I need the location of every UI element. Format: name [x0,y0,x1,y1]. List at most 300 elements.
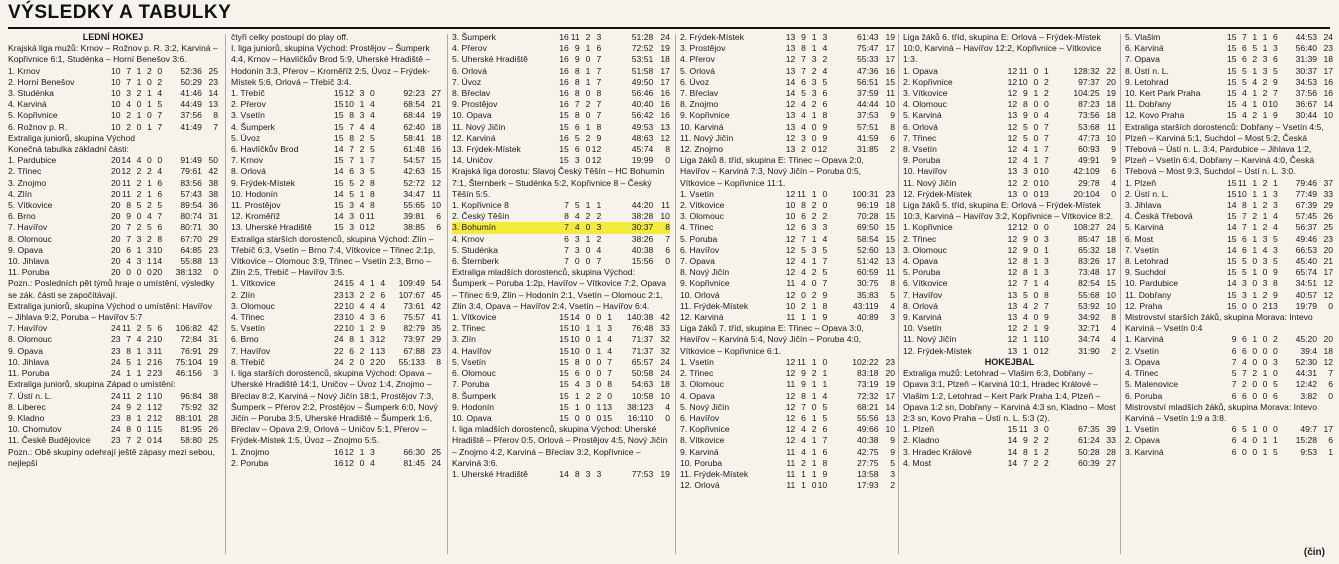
stat-cell: 9 [1272,76,1278,87]
standings-row [231,447,441,458]
score-cell: 66:53 [1295,244,1318,255]
stat-cell: 12 [152,401,163,412]
score-cell: 80:71 [180,222,202,233]
team-name: 8. Vítkovice [680,435,725,446]
stat-cell: 7 [1242,32,1247,42]
stat-cell: 5 [157,99,163,110]
standings-row [1125,211,1333,222]
points-cell: 0 [665,412,670,423]
standings-row [903,290,1116,301]
stat-cell: 14 [334,211,344,222]
score-cell: 31:39 [1295,54,1318,65]
stat-cell [1049,155,1060,166]
stat-cell: 0 [147,267,152,278]
stat-cell: 9 [1022,435,1028,446]
score-cell: 37:56 [1295,88,1318,99]
stat-cell: 9 [126,401,131,412]
stat-cell: 2 [359,132,365,143]
stat-cell: 0 [1033,233,1039,244]
team-name: 2. Zlín [231,289,255,300]
stat-cell [1049,458,1060,469]
stat-cell: 0 [1033,65,1039,76]
stat-cell: 0 [1262,356,1268,367]
score-cell: 55:33 [857,54,879,65]
stat-cell: 11 [796,188,806,199]
results-paragraph: Extraliga mladších dorostenců, skupina Východ: Šumperk – Poruba 1:2p, Havířov – Vítkovice 7:2, Opava – Třinec 6:9, Zlín – Hodonín 2:1, Vsetín – Olomouc 2:1, Zlín 3:4, Opava – Havířov 2:4, Vsetín – Havířov 6:4. [452,267,667,311]
stat-cell: 7 [596,54,602,65]
stat-cell: 6 [1272,32,1278,42]
standings-row [231,346,441,357]
stat-cell: 2 [585,132,591,143]
team-name: 10. Karviná [680,121,724,132]
points-cell: 14 [1323,99,1333,110]
stat-cell: 11 [122,188,131,199]
points-cell: 19 [660,468,670,479]
score-cell: 79:61 [180,166,202,177]
team-name: 1. Opava [903,65,938,76]
stat-cell: 6 [1231,446,1237,457]
stat-cell: 0 [1262,345,1268,356]
stat-cell: 15 [559,323,569,334]
stat-cell: 2 [157,76,163,87]
stat-cell: 9 [1044,323,1049,334]
score-cell: 39:81 [403,211,425,222]
stat-cell: 13 [785,32,796,42]
score-cell: 15:28 [1295,435,1318,446]
stat-cell [1049,435,1060,446]
stat-cell: 12 [1007,278,1018,289]
stat-cell: 5 [822,76,828,87]
team-name: 9. Letohrad [1125,76,1169,87]
standings-row [231,290,441,301]
stat-cell: 9 [1231,334,1237,345]
stat-cell: 7 [596,256,602,267]
points-cell: 33 [1323,188,1333,199]
stat-cell: 9 [574,54,580,65]
stat-cell: 0 [1033,244,1039,255]
team-name: 6. Karviná [1125,43,1164,54]
points-cell: 6 [436,211,441,222]
stat-cell: 12 [121,166,131,177]
stat-cell: 1 [147,177,152,188]
stat-cell [827,66,838,77]
score-cell: 65:74 [1295,267,1318,278]
stat-cell: 13 [1007,289,1018,300]
standings-row [1125,234,1333,245]
points-cell: 25 [208,65,218,76]
stat-cell [601,110,612,121]
standings-row [903,110,1116,121]
stat-cell: 7 [564,256,569,267]
stat-cell: 2 [359,177,365,188]
points-cell: 9 [890,435,895,446]
standings-row [8,122,218,133]
stat-cell: 22 [334,323,344,334]
standings-row [1125,267,1333,278]
points-cell: 17 [1323,267,1333,278]
points-cell: 5 [890,289,895,300]
standings-row [680,267,895,278]
stat-cell: 1 [811,110,817,121]
stat-cell: 12 [785,401,796,412]
score-cell: 91:49 [180,155,202,166]
stat-cell: 2 [1044,76,1049,87]
stat-cell: 4 [136,334,142,345]
stat-cell: 20 [111,166,121,177]
score-cell: 56:42 [631,110,654,121]
stat-cell: 15 [559,401,569,412]
stat-cell: 0 [585,401,591,412]
stat-cell: 7 [801,65,806,76]
team-name: 5. Nový Jičín [680,401,730,412]
standings-row [903,278,1116,289]
stat-cell: 12 [365,222,375,233]
stat-cell: 6 [596,43,602,54]
standings-row [231,110,441,121]
stat-cell: 4 [1022,300,1028,311]
standings-row [680,144,895,155]
standings-row [452,99,670,110]
points-cell: 12 [1323,278,1333,289]
stat-cell: 16 [559,65,569,76]
stat-cell: 20 [111,256,121,267]
stat-cell: 2 [1044,457,1049,468]
stat-cell: 2 [147,65,152,76]
stat-cell: 2 [1033,300,1039,311]
stat-cell [601,256,612,267]
score-cell: 88:101 [175,412,202,423]
stat-cell: 4 [574,222,580,233]
stat-cell: 3 [811,76,817,87]
stat-cell: 9 [1022,110,1028,121]
column-separator [225,34,226,554]
stat-cell: 13 [1039,188,1049,199]
standings-row [8,391,218,402]
score-cell: 45:20 [1295,334,1318,345]
standings-row [680,133,895,144]
stat-cell: 0 [811,401,817,412]
stat-cell: 3 [607,323,613,334]
team-name: 4. Olomouc [903,99,947,110]
points-cell: 12 [660,132,670,143]
team-name: 1. Plzeň [903,424,935,435]
standings-row [452,211,670,222]
stat-cell: 1 [1252,289,1258,300]
standings-row [680,301,895,312]
stat-cell: 14 [334,188,344,199]
stat-cell: 0 [1044,424,1049,435]
stat-cell: 12 [344,446,354,457]
score-cell: 38:85 [403,222,425,233]
stat-cell: 0 [1272,424,1278,435]
stat-cell: 4 [822,233,828,244]
stat-cell: 7 [126,334,131,345]
results-paragraph: Extraliga juniorů, skupina Východ o umístění: Havířov – Jihlava 9:2, Poruba – Havířov 5:7 [8,300,212,323]
stat-cell: 4 [801,278,806,289]
stat-cell: 0 [1033,177,1039,188]
stat-cell: 1 [574,390,580,401]
score-cell: 31:85 [857,144,879,155]
score-cell: 30:37 [631,222,654,233]
headline-rule [8,27,1330,29]
stat-cell: 2 [1262,177,1268,188]
score-cell: 58:80 [180,435,202,446]
standings-row [903,267,1116,278]
points-cell: 23 [885,356,895,367]
stat-cell: 3 [349,200,354,211]
stat-cell: 0 [359,457,365,468]
stat-cell: 14 [121,155,131,166]
standings-row [680,189,895,200]
standings-row [452,234,670,245]
stat-cell: 7 [349,155,354,166]
stat-cell: 9 [126,211,131,222]
team-name: 6. Poruba [1125,390,1163,401]
stat-cell: 3 [1262,65,1268,76]
stat-cell: 1 [1044,65,1049,76]
stat-cell: 4 [1022,144,1028,155]
stat-cell: 8 [1242,200,1247,211]
points-cell: 16 [431,144,441,155]
stat-cell: 1 [811,32,817,42]
stat-cell: 0 [136,424,142,435]
stat-cell: 2 [147,412,152,423]
stat-cell [375,189,385,200]
points-cell: 13 [885,244,895,255]
stat-cell: 1 [1033,155,1039,166]
column-4 [680,32,895,560]
stat-cell: 15 [559,368,569,379]
team-name: 11. Prostějov [231,200,281,211]
score-cell: 39:4 [1300,345,1318,356]
score-cell: 51:28 [631,32,654,42]
stat-cell: 15 [334,88,344,99]
stat-cell: 1 [147,188,152,199]
stat-cell: 3 [585,468,591,479]
stat-cell: 3 [1033,424,1039,435]
standings-row [452,133,670,144]
stat-cell: 2 [801,457,806,468]
points-cell: 42 [208,166,218,177]
stat-cell: 16 [559,54,569,65]
team-name: 13. Frýdek-Místek [452,144,521,155]
stat-cell: 0 [1242,446,1247,457]
stat-cell: 15 [1226,99,1237,110]
standings-row [8,66,218,77]
standings-row [1125,290,1333,301]
stat-cell: 12 [1007,334,1018,345]
stat-cell [1049,278,1060,289]
standings-row [8,413,218,424]
stat-cell: 1 [1252,233,1258,244]
score-cell: 50:58 [631,368,654,379]
stat-cell: 1 [1252,200,1258,211]
score-cell: 83:56 [180,177,202,188]
standings-row [680,357,895,368]
stat-cell: 3 [1044,256,1049,267]
score-cell: 41:46 [180,88,202,99]
stat-cell: 1 [801,480,806,491]
stat-cell [601,77,612,88]
stat-cell [601,234,612,245]
stat-cell: 7 [1044,121,1049,132]
score-cell: 51:58 [631,65,654,76]
stat-cell: 0 [1252,356,1258,367]
standings-row [8,166,218,177]
stat-cell: 1 [811,43,817,54]
team-name: 3. Olomouc [231,300,275,311]
stat-cell: 5 [574,200,580,211]
stat-cell: 12 [344,457,354,468]
points-cell: 11 [432,188,441,199]
stat-cell [1049,88,1060,99]
score-cell: 72:32 [857,390,879,401]
stat-cell: 1 [585,76,591,87]
team-name: 12. Orlová [680,480,720,491]
stat-cell: 14 [334,166,344,177]
points-cell: 21 [1323,256,1333,267]
standings-row [680,66,895,77]
stat-cell: 7 [1272,88,1278,99]
stat-cell: 8 [349,110,354,121]
stat-cell: 0 [1252,390,1258,401]
standings-row [1125,77,1333,88]
stat-cell: 1 [585,65,591,76]
team-name: 7. Opava [680,256,715,267]
score-cell: 49:46 [1295,233,1318,244]
stat-cell [827,424,838,435]
stat-cell: 0 [136,267,142,278]
stat-cell: 2 [1252,211,1258,222]
team-name: 12. Frýdek-Místek [903,188,972,199]
standings-row [1125,447,1333,458]
stat-cell: 0 [596,412,602,423]
stat-cell: 0 [157,155,163,166]
score-cell: 77:49 [1295,188,1318,199]
stat-cell [1049,424,1060,435]
score-cell: 27:75 [857,457,879,468]
results-paragraph: Liga žáků 7. tříd, skupina E: Třinec – Opava 3:0, Havířov – Karviná 5:4, Nový Jičín – Poruba 4:0, Vítkovice – Kopřivnice 6:1. [680,323,864,356]
stat-cell: 2 [147,200,152,211]
points-cell: 38 [208,177,218,188]
stat-cell: 5 [1242,256,1247,267]
stat-cell: 0 [147,435,152,446]
stat-cell: 1 [1252,188,1258,199]
team-name: 7. Poruba [452,379,490,390]
stat-cell: 9 [801,368,806,379]
stat-cell: 2 [1252,110,1258,121]
score-cell: 37:59 [857,88,879,99]
score-cell: 31:90 [1078,345,1100,356]
stat-cell: 1 [585,43,591,54]
stat-cell: 12 [817,144,828,155]
points-cell: 45 [431,289,441,300]
stat-cell: 0 [585,312,591,323]
stat-cell: 7 [1022,457,1028,468]
stat-cell: 10 [152,390,163,401]
stat-cell: 1 [136,65,142,76]
stat-cell [827,88,838,99]
standings-row [903,99,1116,110]
stat-cell: 8 [126,412,131,423]
stat-cell: 2 [596,390,602,401]
column-6 [1125,32,1333,560]
team-name: 9. Kopřivnice [680,278,730,289]
stat-cell [827,200,838,211]
stat-cell: 9 [380,323,386,334]
points-cell: 6 [1328,435,1333,446]
stat-cell: 3 [596,222,602,233]
stat-cell: 5 [157,200,163,211]
stat-cell [827,122,838,133]
stat-cell: 1 [1252,65,1258,76]
stat-cell: 13 [602,401,613,412]
stat-cell: 20 [111,188,121,199]
stat-cell: 15 [1226,32,1237,42]
stat-cell: 8 [801,390,806,401]
score-cell: 68:21 [857,401,879,412]
stat-cell: 12 [785,99,796,110]
team-name: 9. Poruba [903,155,941,166]
stat-cell: 3 [1272,200,1278,211]
stat-cell: 1 [1022,345,1028,356]
stat-cell [827,222,838,233]
stat-cell [827,43,838,54]
points-cell: 2 [890,144,895,155]
stat-cell: 4 [596,244,602,255]
stat-cell: 6 [1242,244,1247,255]
stat-cell: 2 [1044,435,1049,446]
stat-cell: 12 [785,435,796,446]
stat-cell: 4 [801,435,806,446]
stat-cell: 5 [1242,76,1247,87]
results-paragraph: Extraliga juniorů, skupina Západ o umístění: [8,379,176,390]
stat-cell: 5 [1272,256,1278,267]
standings-row [1125,278,1333,289]
stat-cell: 1 [1262,368,1268,379]
stat-cell: 8 [1022,99,1028,110]
standings-row [1125,43,1333,54]
score-cell: 77:53 [631,468,654,479]
score-cell: 53:92 [1078,300,1100,311]
stat-cell: 3 [1262,256,1268,267]
stat-cell: 1 [136,345,142,356]
stat-cell: 10 [1237,188,1247,199]
points-cell: 17 [1106,256,1116,267]
stat-cell: 1 [136,110,142,121]
score-cell: 38:123 [626,401,654,412]
stat-cell [827,99,838,110]
stat-cell: 0 [126,267,131,278]
stat-cell: 7 [596,99,602,110]
standings-row [231,301,441,312]
stat-cell: 1 [822,368,828,379]
stat-cell: 8 [370,177,375,188]
stat-cell: 8 [574,356,580,367]
points-cell: 15 [431,155,441,166]
standings-row [1125,379,1333,390]
team-name: 3. Bohumín [452,222,496,233]
stat-cell: 7 [126,76,131,87]
stat-cell: 0 [1033,289,1039,300]
stat-cell: 4 [1272,211,1278,222]
score-cell: 109:49 [398,278,425,289]
stat-cell: 7 [349,121,354,132]
stat-cell: 15 [1226,43,1237,54]
stat-cell: 15 [334,200,344,211]
standings-row [903,346,1116,357]
team-name: 1. Vsetín [680,356,714,367]
